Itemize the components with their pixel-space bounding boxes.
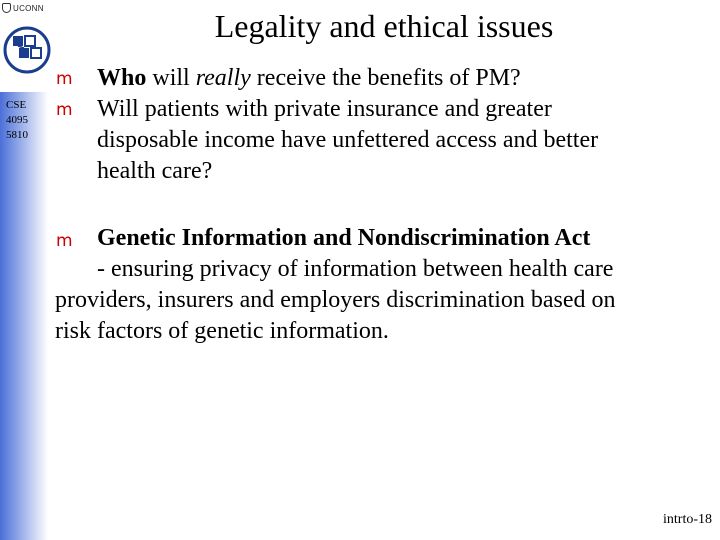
uconn-seal-icon xyxy=(2,3,11,13)
sidebar-logo-area xyxy=(0,0,48,92)
bullet-2-text xyxy=(97,94,598,187)
bullet-3-line: providers, insurers and employers discrimination based on xyxy=(55,287,616,313)
bullet-3-line: risk factors of genetic information. xyxy=(55,318,389,344)
bullet-1-part2: will xyxy=(146,65,196,91)
bullet-m-glyph: m xyxy=(56,69,73,89)
bullet-1-bold: Who xyxy=(97,65,147,91)
bullet-2-line: disposable income have unfettered access and better xyxy=(97,127,599,153)
slide-number: intrto-18 xyxy=(663,512,712,527)
bullet-1-text xyxy=(97,63,521,94)
bullet-3-heading: Genetic Information and Nondiscrimination Act xyxy=(97,225,591,251)
bullet-m-glyph: m xyxy=(56,231,73,251)
bullet-1-part3: receive the benefits of PM? xyxy=(250,65,521,91)
bullet-3-line: - ensuring privacy of information between health care xyxy=(97,256,614,282)
bullet-2-line: health care? xyxy=(97,158,213,184)
course-line: 5810 xyxy=(6,129,28,141)
course-line: 4095 xyxy=(6,114,28,126)
uconn-logo xyxy=(2,2,44,14)
bullet-2-line: Will patients with private insurance and greater xyxy=(97,96,552,122)
bullet-m-glyph: m xyxy=(56,100,73,120)
course-id xyxy=(6,98,46,143)
bullet-1-italic: really xyxy=(195,65,251,91)
uconn-logo-text: UCONN xyxy=(13,3,44,13)
course-line: CSE xyxy=(6,99,27,111)
slide-title: Legality and ethical issues xyxy=(214,8,554,44)
school-emblem-icon xyxy=(3,16,51,88)
